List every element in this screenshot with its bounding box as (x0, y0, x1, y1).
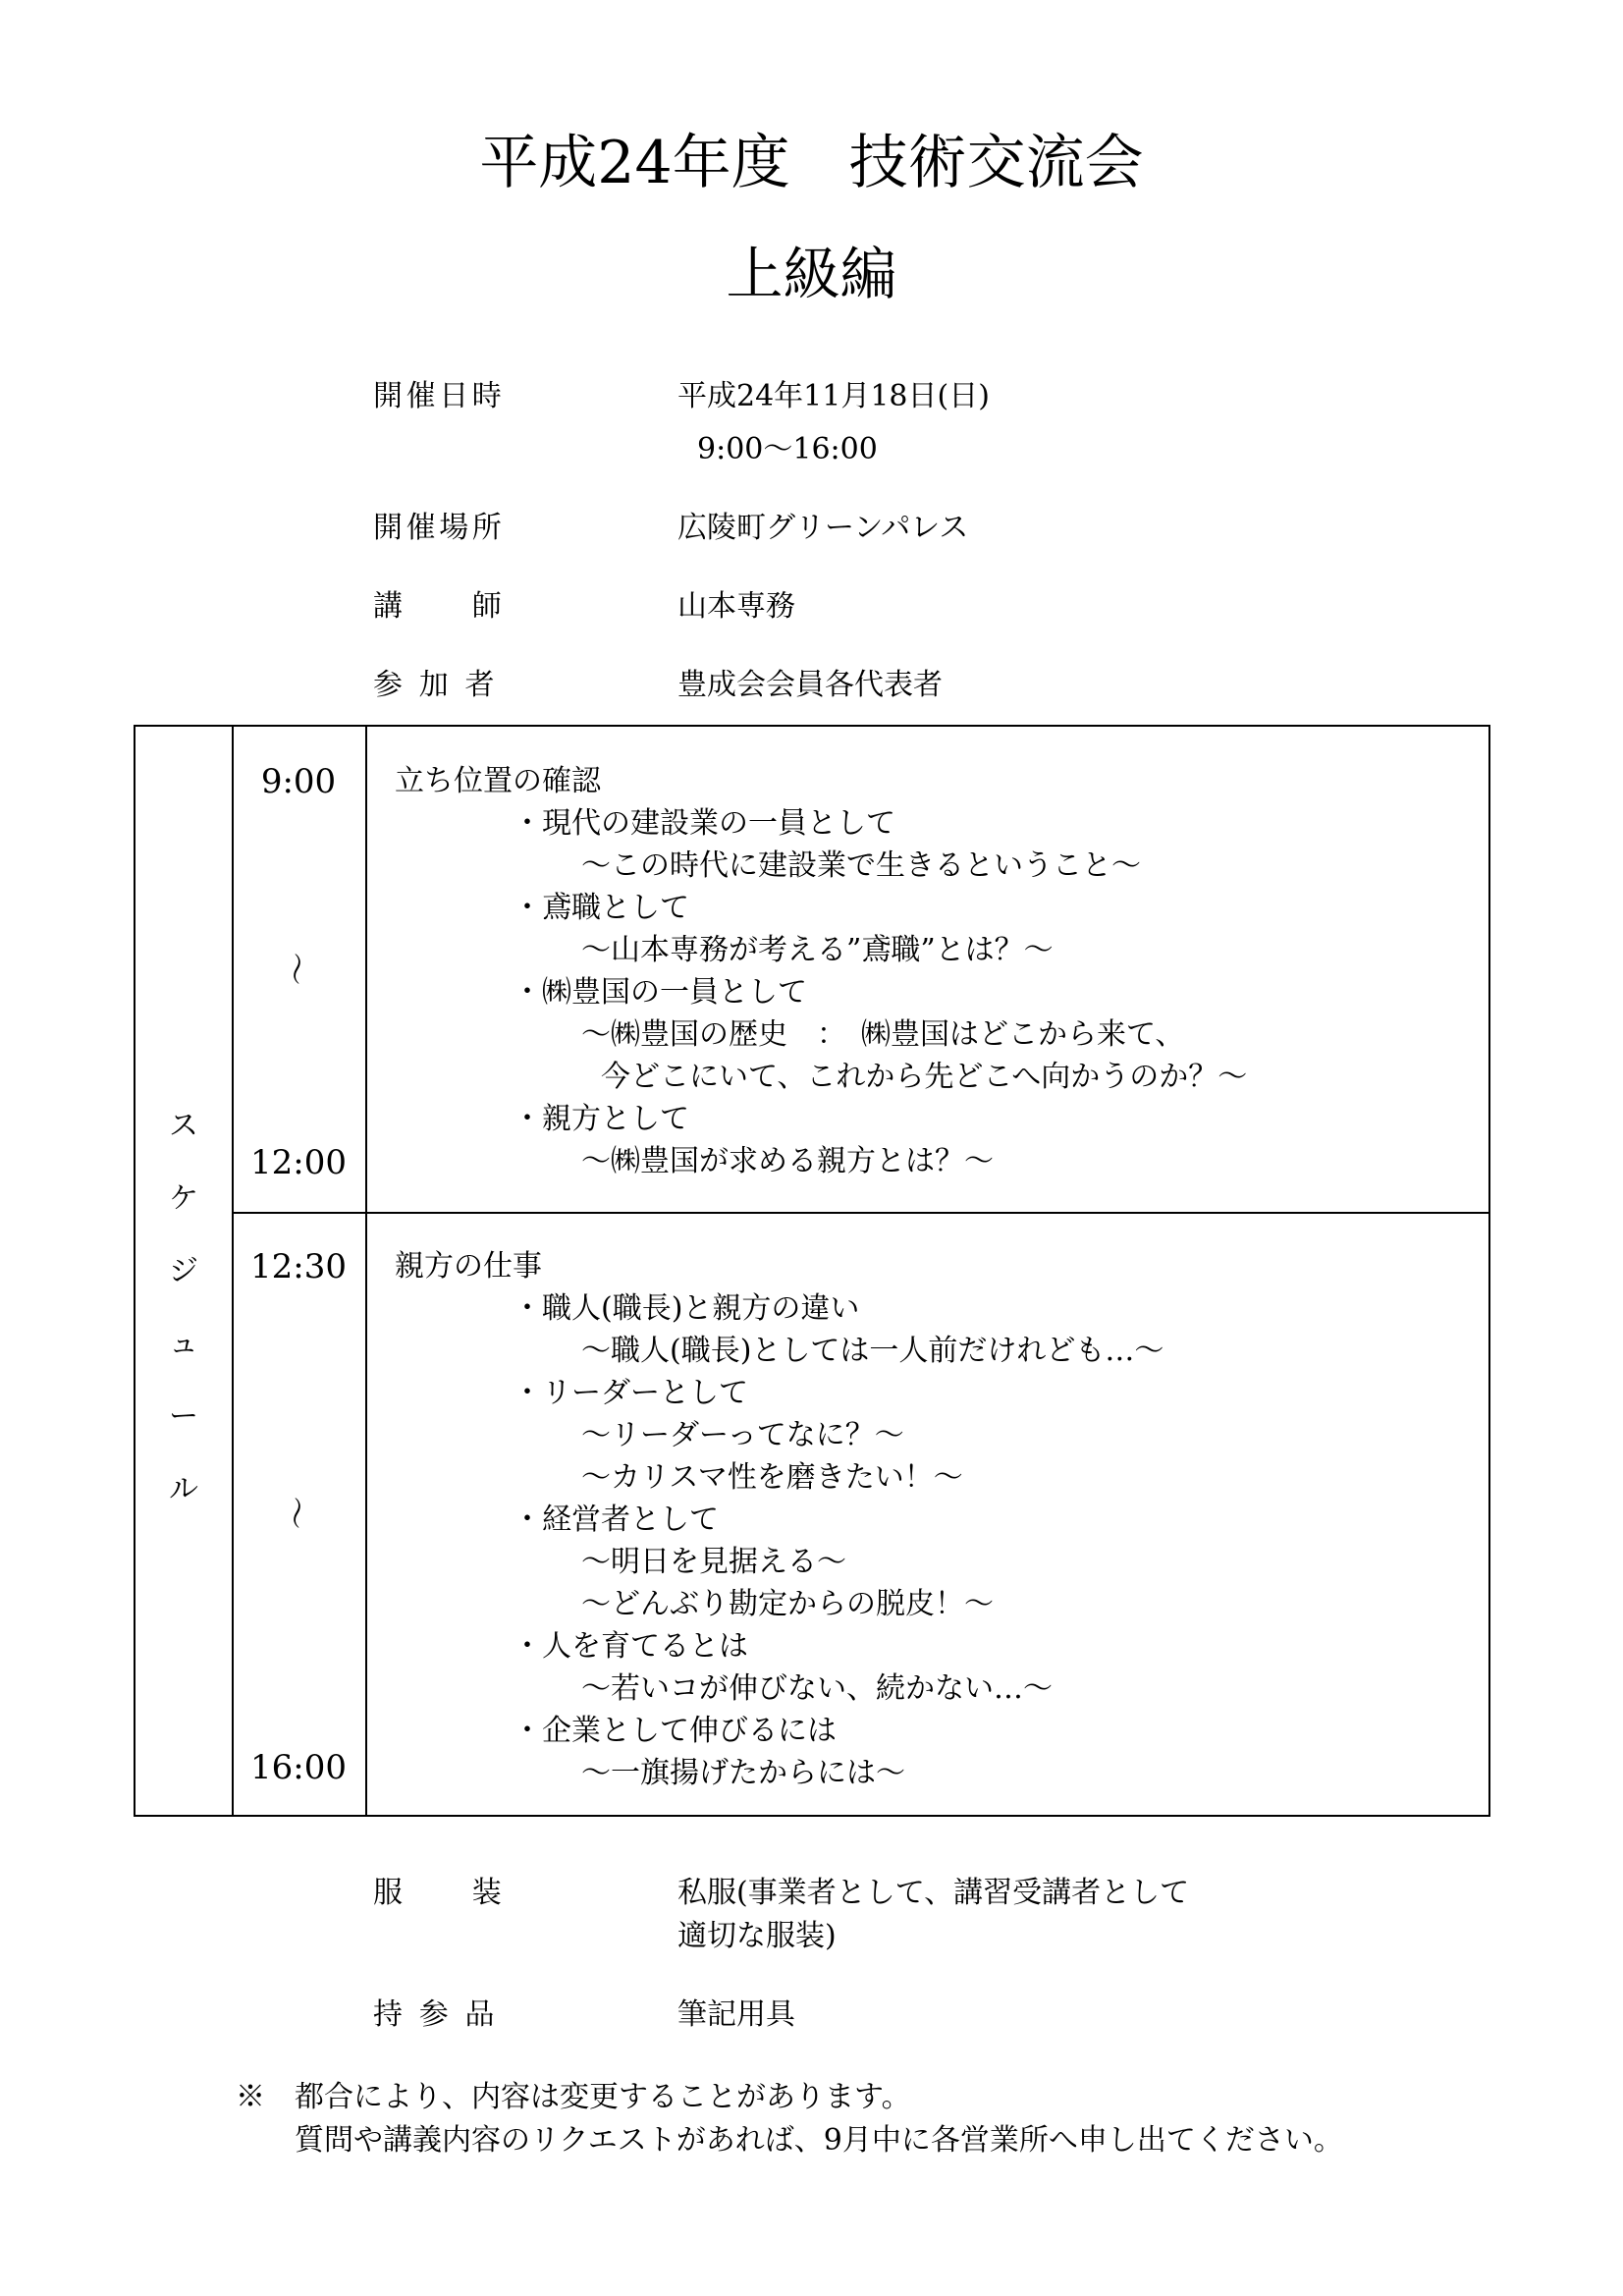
schedule-label-char: ュ (169, 1327, 198, 1361)
block1-start-time: 9:00 (260, 762, 337, 801)
bring-label: 持 参 品 (373, 1997, 499, 2032)
schedule-vertical-label (135, 1090, 232, 1526)
block2-range-tilde: ～ (275, 1496, 315, 1530)
page-subtitle: 上級編 (726, 241, 897, 307)
schedule-label-char: ケ (169, 1181, 198, 1216)
bring-value: 筆記用具 (677, 1997, 795, 2032)
dress-label: 服 装 (373, 1876, 506, 1910)
date-value: 平成24年11月18日(日) (677, 379, 990, 413)
time-value: 9:00～16:00 (697, 432, 878, 466)
block1-line: ～㈱豊国が求める親方とは？～ (581, 1144, 994, 1178)
block1-line: ～この時代に建設業で生きるということ～ (581, 848, 1141, 883)
block2-line: ・リーダーとして (513, 1376, 748, 1410)
block2-line: ・経営者として (513, 1503, 719, 1537)
block1-line: ・現代の建設業の一員として (513, 806, 895, 841)
place-label: 開催場所 (373, 511, 506, 545)
schedule-table (134, 725, 1490, 1817)
dress-value-2: 適切な服装) (677, 1919, 837, 1953)
block1-range-tilde: ～ (275, 952, 315, 986)
participants-value: 豊成会会員各代表者 (677, 668, 943, 702)
block1-line: ・鳶職として (513, 891, 689, 925)
schedule-divider-2 (365, 727, 367, 1815)
schedule-label-char: ス (169, 1109, 198, 1143)
block2-line: ～明日を見据える～ (581, 1545, 846, 1579)
block2-line: ～リーダーってなに？～ (581, 1418, 904, 1452)
block1-line: ・㈱豊国の一員として (513, 975, 807, 1010)
block1-line: ・親方として (513, 1102, 689, 1136)
block2-line: 親方の仕事 (395, 1249, 542, 1284)
block2-start-time: 12:30 (250, 1247, 347, 1286)
block2-line: ～どんぶり勘定からの脱皮！～ (581, 1587, 994, 1621)
note-line-1: ※ 都合により、内容は変更することがあります。 (236, 2080, 911, 2114)
block1-line: 今どこにいて、これから先どこへ向かうのか？～ (601, 1060, 1248, 1094)
block2-line: ・職人(職長)と親方の違い (513, 1291, 860, 1326)
participants-label: 参 加 者 (373, 668, 499, 702)
block2-line: ・人を育てるとは (513, 1629, 748, 1664)
block2-line: ～カリスマ性を磨きたい！～ (581, 1460, 963, 1495)
block2-line: ～若いコが伸びない、続かない…～ (581, 1671, 1053, 1706)
block2-line: ・企業として伸びるには (513, 1714, 837, 1748)
date-label: 開催日時 (373, 379, 506, 413)
lecturer-label: 講 師 (373, 589, 506, 624)
schedule-label-char: ー (169, 1399, 198, 1434)
block2-end-time: 16:00 (250, 1748, 347, 1787)
schedule-label-char: ル (169, 1472, 198, 1506)
block1-line: ～㈱豊国の歴史 ： ㈱豊国はどこから来て、 (581, 1017, 1185, 1052)
block1-content (395, 760, 1247, 1182)
dress-value-1: 私服(事業者として、講習受講者として (677, 1876, 1190, 1910)
schedule-row-divider (232, 1212, 1488, 1214)
block2-line: ～職人(職長)としては一人前だけれども…～ (581, 1334, 1164, 1368)
block1-line: 立ち位置の確認 (395, 764, 601, 798)
block1-line: ～山本専務が考える”鳶職”とは？～ (581, 933, 1054, 967)
page-title: 平成24年度 技術交流会 (479, 129, 1144, 197)
block2-content (395, 1245, 1163, 1794)
place-value: 広陵町グリーンパレス (677, 511, 969, 545)
block2-line: ～一旗揚げたからには～ (581, 1756, 905, 1790)
lecturer-value: 山本専務 (677, 589, 795, 624)
note-line-2: 質問や講義内容のリクエストがあれば、9月中に各営業所へ申し出てください。 (236, 2123, 1343, 2158)
schedule-label-char: ジ (169, 1254, 198, 1288)
block1-end-time: 12:00 (250, 1143, 347, 1182)
